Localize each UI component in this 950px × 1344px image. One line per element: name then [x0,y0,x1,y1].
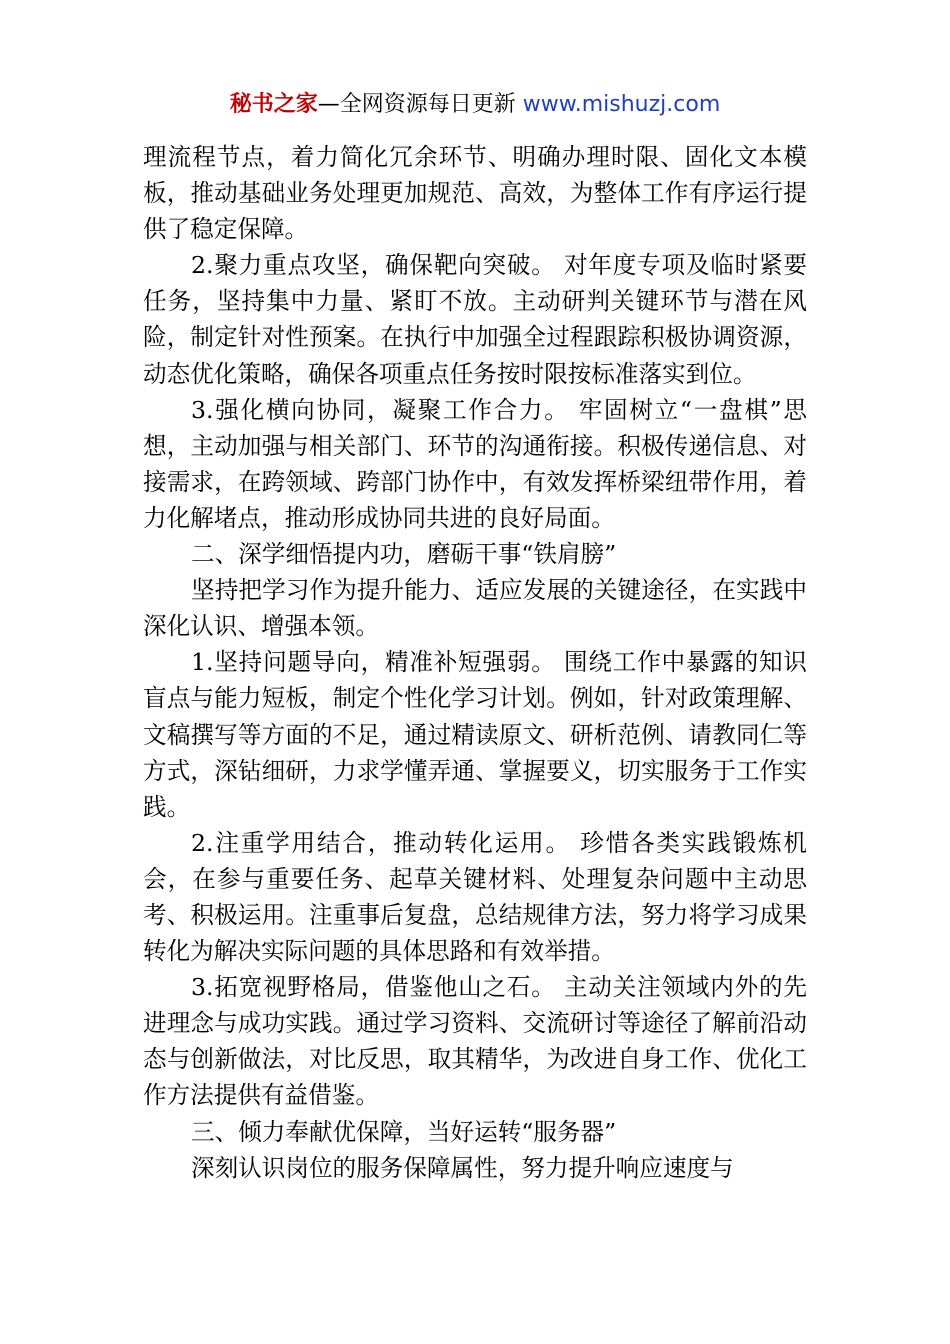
paragraph-continuation: 理流程节点，着力简化冗余环节、明确办理时限、固化文本模板，推动基础业务处理更加规范、高效，为整体工作有序运行提供了稳定保障。 [143,143,807,244]
paragraph-item: 2.聚力重点攻坚，确保靶向突破。 对年度专项及临时紧要任务，坚持集中力量、紧盯不放。主动研判关键环节与潜在风险，制定针对性预案。在执行中加强全过程跟踪积极协调资源，动态优化策略，确保各项重点任务按时限按标准落实到位。 [143,251,807,388]
paragraph-item: 2.注重学用结合，推动转化运用。 珍惜各类实践锻炼机会，在参与重要任务、起草关键材料、处理复杂问题中主动思考、积极运用。注重事后复盘，总结规律方法，努力将学习成果转化为解决实际问题的具体思路和有效举措。 [143,828,807,966]
paragraph-item: 3.拓宽视野格局，借鉴他山之石。 主动关注领域内外的先进理念与成功实践。通过学习资料、交流研讨等途径了解前沿动态与创新做法，对比反思，取其精华，为改进自身工作、优化工作方法提供有益借鉴。 [143,973,807,1110]
paragraph-item: 1.坚持问题导向，精准补短强弱。 围绕工作中暴露的知识盲点与能力短板，制定个性化学习计划。例如，针对政策理解、文稿撰写等方面的不足，通过精读原文、研析范例、请教同仁等方式，深钻细研，力求学懂弄通、掌握要义，切实服务于工作实践。 [143,648,807,821]
site-brand: 秘书之家 [229,92,318,117]
site-header [0,88,950,122]
paragraph-item: 3.强化横向协同，凝聚工作合力。 牢固树立“一盘棋”思想，主动加强与相关部门、环节的沟通衔接。积极传递信息、对接需求，在跨领域、跨部门协作中，有效发挥桥梁纽带作用，着力化解堵点，推动形成协同共进的良好局面。 [143,395,807,532]
paragraph-intro: 坚持把学习作为提升能力、适应发展的关键途径，在实践中深化认识、增强本领。 [143,576,807,641]
document-body [143,139,807,1186]
section-heading: 二、深学细悟提内功，磨砺干事“铁肩膀” [191,540,617,569]
paragraph-intro: 深刻认识岗位的服务保障属性，努力提升响应速度与 [191,1153,734,1182]
section-heading: 三、倾力奉献优保障，当好运转“服务器” [191,1117,617,1146]
site-url[interactable]: www.mishuzj.com [522,92,721,117]
site-tagline: —全网资源每日更新 [317,92,523,117]
